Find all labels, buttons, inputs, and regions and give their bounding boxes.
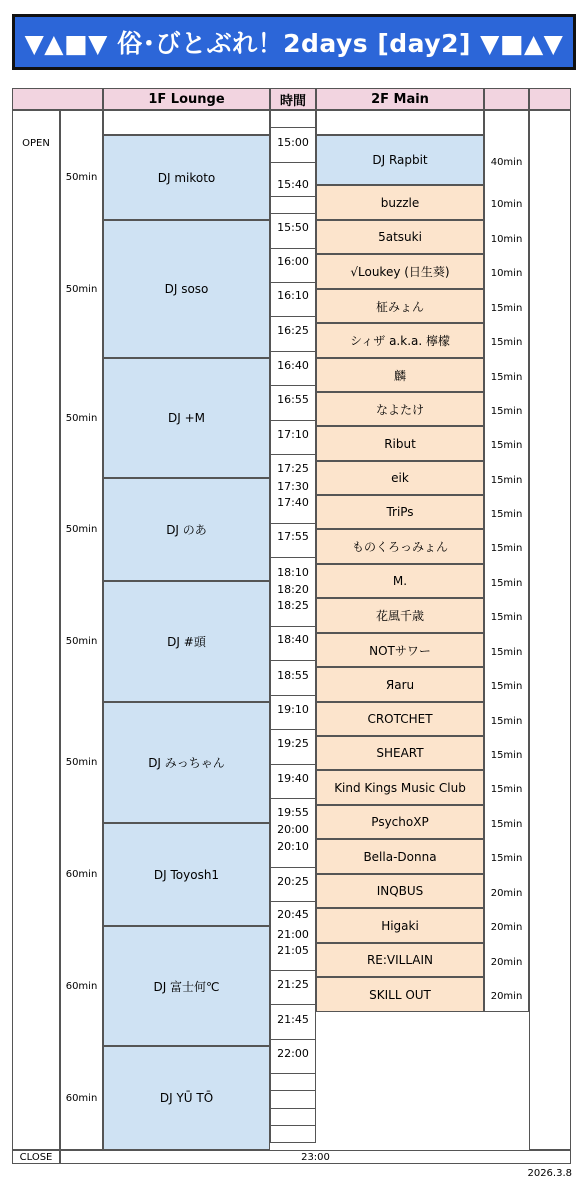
main-duration-text: 10min: [490, 233, 523, 245]
time-label: [271, 1012, 315, 1026]
main-slot: [316, 254, 484, 289]
main-slot: [316, 977, 484, 1012]
time-label-text: 18:10: [277, 565, 309, 579]
main-duration: [484, 266, 529, 282]
close-row-fill: [60, 1150, 571, 1164]
main-slot: [316, 185, 484, 220]
lounge-blank: [103, 110, 270, 135]
time-label-text: 22:00: [277, 1046, 309, 1060]
lounge-duration-text: 50min: [65, 171, 98, 183]
lounge-slot-text: DJ mikoto: [157, 170, 216, 185]
lounge-duration-column: [60, 110, 103, 1150]
main-slot: [316, 667, 484, 702]
lounge-duration: [60, 169, 103, 185]
main-slot: [316, 461, 484, 495]
time-label-text: 15:50: [277, 220, 309, 234]
close-text: CLOSE: [19, 1151, 53, 1163]
main-slot: [316, 874, 484, 908]
main-duration-text: 15min: [490, 612, 523, 623]
header-blank-right: [529, 88, 571, 110]
time-label: [271, 529, 315, 543]
main-duration-text: 15min: [490, 681, 523, 692]
main-duration-text: 20min: [490, 991, 523, 1002]
date-label: 2026.3.8: [527, 1168, 572, 1179]
main-blank: [316, 110, 484, 135]
lounge-duration: [60, 522, 103, 538]
lounge-duration-text: 50min: [65, 283, 98, 295]
open-text: OPEN: [22, 137, 50, 149]
lounge-duration: [60, 1090, 103, 1106]
main-slot-text: 5atsuki: [378, 230, 422, 244]
lounge-duration-text: 60min: [65, 980, 98, 992]
time-label: [271, 323, 315, 337]
lounge-slot-text: DJ 富士何℃: [153, 979, 220, 994]
header-main-label: 2F Main: [371, 91, 429, 107]
lounge-duration-text: 50min: [65, 524, 98, 535]
time-label: [271, 943, 315, 957]
main-slot: [316, 323, 484, 358]
time-label: [271, 822, 315, 836]
main-slot-text: buzzle: [380, 195, 420, 210]
time-label: [271, 495, 315, 509]
main-duration: [484, 197, 529, 213]
main-slot: [316, 839, 484, 874]
main-slot: [316, 220, 484, 254]
time-slot: [270, 1108, 316, 1126]
time-label-text: 18:40: [277, 632, 309, 646]
main-slot-text: Яaru: [385, 677, 415, 692]
time-label: [271, 632, 315, 646]
open-label: [12, 136, 60, 150]
time-label: [271, 977, 315, 991]
lounge-slot: [103, 581, 270, 702]
open-column: [12, 110, 60, 1150]
main-duration: [484, 575, 529, 591]
main-duration: [484, 713, 529, 729]
time-label: [271, 479, 315, 493]
main-slot: [316, 426, 484, 461]
time-slot: [270, 196, 316, 214]
main-duration: [484, 747, 529, 763]
main-duration-text: 20min: [490, 887, 523, 899]
time-label: [271, 565, 315, 579]
main-slot-text: 花風千歳: [375, 609, 424, 623]
lounge-duration-text: 50min: [65, 636, 98, 647]
lounge-duration-text: 60min: [65, 1092, 98, 1104]
time-label-text: 15:40: [277, 177, 309, 191]
main-duration-text: 15min: [490, 474, 523, 486]
time-label-text: 17:25: [277, 461, 309, 475]
main-duration-text: 15min: [490, 337, 523, 348]
main-duration-text: 15min: [490, 405, 523, 417]
event-title: ▼▲■▼ 俗･びとぶれ！2days [day2] ▼■▲▼: [24, 29, 564, 58]
main-slot: [316, 598, 484, 633]
main-duration-text: 15min: [490, 749, 523, 761]
main-slot-text: RE:VILLAIN: [366, 953, 434, 967]
lounge-slot-text: DJ YŪ TŌ: [159, 1091, 214, 1105]
time-label-text: 21:25: [277, 977, 309, 991]
lounge-duration: [60, 410, 103, 426]
time-label-text: 19:25: [277, 736, 309, 750]
main-slot: [316, 529, 484, 564]
main-slot: [316, 564, 484, 598]
close-time: 23:00: [301, 1151, 330, 1163]
time-label: [271, 288, 315, 302]
main-duration: [484, 154, 529, 170]
time-label-text: 16:55: [277, 392, 309, 406]
main-duration-text: 15min: [490, 302, 523, 314]
time-slot: [270, 110, 316, 128]
lounge-slot-text: DJ soso: [164, 282, 209, 296]
time-label-text: 20:25: [277, 874, 309, 888]
main-duration-text: 15min: [490, 715, 523, 727]
main-duration: [484, 541, 529, 557]
lounge-duration: [60, 755, 103, 771]
header-time-label: 時間: [279, 93, 306, 109]
main-duration-text: 10min: [490, 268, 523, 279]
main-slot-text: シィザ a.k.a. 檸檬: [349, 334, 450, 348]
main-slot-text: Kind Kings Music Club: [334, 780, 466, 795]
time-label: [271, 177, 315, 191]
main-slot: [316, 358, 484, 392]
main-slot-text: INQBUS: [376, 884, 424, 898]
time-label-text: 19:55: [277, 805, 309, 819]
main-slot: [316, 392, 484, 426]
time-label: [271, 736, 315, 750]
lounge-duration-text: 60min: [65, 869, 98, 880]
main-duration: [484, 231, 529, 247]
main-slot: [316, 943, 484, 977]
header-main: [316, 88, 484, 110]
time-label-text: 20:10: [277, 839, 309, 853]
time-label: [271, 392, 315, 406]
main-slot-text: ものくろっみょん: [351, 540, 448, 554]
main-duration: [484, 851, 529, 867]
main-duration: [484, 920, 529, 936]
time-label: [271, 839, 315, 853]
right-blank-column: [529, 110, 571, 1150]
main-duration: [484, 506, 529, 522]
time-label-text: 16:00: [277, 254, 309, 268]
main-slot: [316, 135, 484, 185]
main-slot-text: 麟: [393, 368, 406, 383]
time-label-text: 19:40: [277, 771, 309, 785]
header-blank-dur: [484, 88, 529, 110]
time-label-text: 20:00: [277, 822, 309, 836]
lounge-duration: [60, 867, 103, 883]
time-label: [271, 598, 315, 612]
lounge-slot-text: DJ +M: [167, 411, 205, 425]
time-label-text: 17:40: [277, 495, 309, 509]
main-duration-text: 20min: [490, 922, 523, 933]
time-label-text: 17:55: [277, 529, 309, 543]
header-lounge: [103, 88, 270, 110]
main-slot-text: Higaki: [381, 918, 419, 933]
main-slot: [316, 495, 484, 529]
main-duration-text: 15min: [490, 646, 523, 658]
time-slot: [270, 1125, 316, 1143]
time-label-text: 21:00: [277, 927, 309, 941]
main-slot-text: SKILL OUT: [369, 987, 431, 1002]
time-label-text: 15:00: [277, 135, 309, 149]
time-slot: [270, 1090, 316, 1108]
main-slot-text: TriPs: [386, 505, 414, 519]
main-duration-text: 40min: [490, 156, 523, 168]
time-label: [271, 1046, 315, 1060]
main-slot-text: √Loukey (日生葵): [350, 265, 450, 279]
main-duration-text: 10min: [490, 199, 523, 210]
main-slot-text: eik: [391, 471, 409, 485]
time-label-text: 17:30: [277, 479, 309, 493]
lounge-duration-text: 50min: [65, 412, 98, 424]
close-label: [12, 1150, 60, 1164]
main-duration: [484, 989, 529, 1005]
main-duration: [484, 816, 529, 832]
main-duration: [484, 954, 529, 970]
time-label: [271, 254, 315, 268]
time-label: [271, 135, 315, 149]
time-label-text: 18:55: [277, 668, 309, 682]
main-slot-text: Bella-Donna: [363, 849, 437, 864]
lounge-slot-text: DJ Toyosh1: [153, 867, 220, 882]
main-slot: [316, 289, 484, 323]
main-slot: [316, 702, 484, 736]
lounge-slot: [103, 823, 270, 926]
time-label-text: 18:25: [277, 598, 309, 612]
timetable: [12, 88, 571, 1164]
time-label: [271, 907, 315, 921]
main-duration: [484, 885, 529, 901]
time-label-text: 21:45: [277, 1012, 309, 1026]
time-label: [271, 427, 315, 441]
main-duration-text: 15min: [490, 784, 523, 795]
lounge-duration: [60, 634, 103, 650]
time-label-text: 21:05: [277, 943, 309, 957]
main-duration: [484, 438, 529, 454]
main-duration: [484, 610, 529, 626]
time-label: [271, 582, 315, 596]
time-label-text: 17:10: [277, 427, 309, 441]
lounge-duration: [60, 978, 103, 994]
main-duration-text: 15min: [490, 371, 523, 383]
main-duration-text: 20min: [490, 956, 523, 968]
main-slot: [316, 805, 484, 839]
time-label-text: 19:10: [277, 702, 309, 716]
lounge-duration-text: 50min: [65, 757, 98, 768]
lounge-slot: [103, 926, 270, 1046]
main-duration: [484, 335, 529, 351]
main-duration: [484, 472, 529, 488]
time-label: [271, 461, 315, 475]
main-duration: [484, 644, 529, 660]
time-label-text: 20:45: [277, 907, 309, 921]
time-slot: [270, 1073, 316, 1091]
header-blank-left: [12, 88, 103, 110]
main-duration: [484, 369, 529, 385]
lounge-slot: [103, 1046, 270, 1150]
main-duration-text: 15min: [490, 543, 523, 554]
lounge-slot: [103, 220, 270, 358]
header-time: [270, 88, 316, 110]
main-duration-text: 15min: [490, 508, 523, 520]
lounge-slot: [103, 358, 270, 478]
main-duration: [484, 679, 529, 695]
main-slot: [316, 633, 484, 667]
lounge-slot: [103, 702, 270, 823]
main-duration-text: 15min: [490, 853, 523, 864]
main-slot-text: CROTCHET: [367, 712, 433, 726]
time-label-text: 16:40: [277, 358, 309, 372]
main-slot-text: なよたけ: [375, 402, 424, 417]
time-label: [271, 771, 315, 785]
main-duration-text: 15min: [490, 440, 523, 451]
time-label: [271, 874, 315, 888]
event-title-banner: [12, 14, 576, 70]
time-label: [271, 358, 315, 372]
main-slot-text: PsychoXP: [371, 815, 429, 829]
main-duration-text: 15min: [490, 577, 523, 589]
header-lounge-label: 1F Lounge: [148, 91, 225, 107]
main-duration: [484, 300, 529, 316]
lounge-slot-text: DJ #頭: [167, 635, 206, 649]
main-slot: [316, 770, 484, 805]
time-label-text: 18:20: [277, 582, 309, 596]
lounge-slot: [103, 135, 270, 220]
lounge-slot: [103, 478, 270, 581]
main-duration: [484, 782, 529, 798]
time-label: [271, 702, 315, 716]
main-duration-text: 15min: [490, 818, 523, 830]
main-slot: [316, 908, 484, 943]
time-label: [271, 668, 315, 682]
main-slot-text: NOTサワー: [369, 643, 431, 658]
main-slot-text: Ribut: [384, 436, 416, 451]
lounge-slot-text: DJ のあ: [166, 523, 207, 537]
main-slot-text: DJ Rapbit: [372, 153, 428, 167]
lounge-slot-text: DJ みっちゃん: [148, 756, 225, 770]
lounge-duration: [60, 281, 103, 297]
main-slot-text: SHEART: [376, 746, 424, 760]
main-duration: [484, 403, 529, 419]
time-label: [271, 927, 315, 941]
main-slot-text: M.: [392, 574, 408, 588]
main-slot: [316, 736, 484, 770]
time-label-text: 16:25: [277, 323, 309, 337]
time-label: [271, 805, 315, 819]
main-slot-text: 柾みょん: [375, 299, 424, 314]
time-label: [271, 220, 315, 234]
time-label-text: 16:10: [277, 288, 309, 302]
